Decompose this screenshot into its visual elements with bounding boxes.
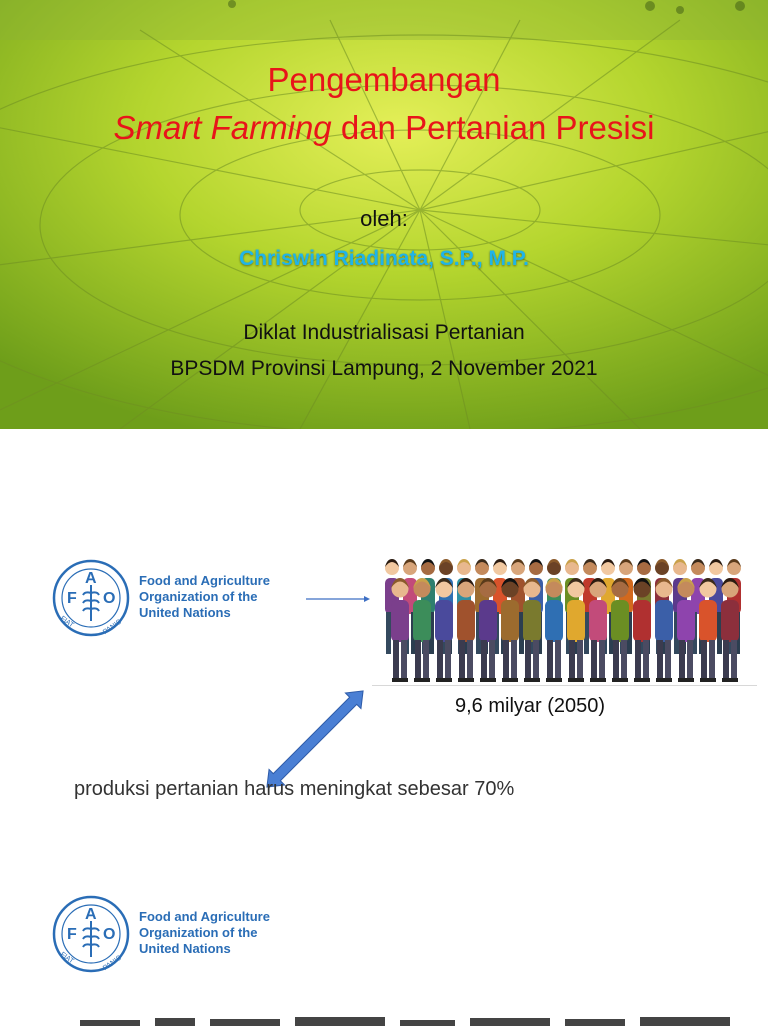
people-crowd-image: [372, 538, 757, 685]
title-rest-part: dan Pertanian Presisi: [331, 109, 655, 146]
fao-logo-block: [52, 559, 292, 639]
fao-letter-o: O: [103, 590, 116, 607]
slide-title-line1: Pengembangan: [267, 61, 501, 98]
fao-name-line3: United Nations: [139, 605, 231, 620]
fao-letter-a: A: [85, 906, 97, 923]
cut-off-text-row: [60, 1014, 740, 1026]
by-label: oleh:: [360, 206, 408, 231]
person-figure: [435, 578, 453, 682]
fao-motto-fiat: FIAT: [58, 951, 75, 966]
person-figure: [589, 578, 607, 682]
person-figure: [545, 578, 563, 682]
title-slide: [0, 0, 768, 429]
person-figure: [413, 578, 431, 682]
author-name: Chriswin Riadinata, S.P., M.P.: [239, 247, 529, 270]
fao-letter-o: O: [103, 926, 116, 943]
person-figure: [633, 578, 651, 682]
event-name: Diklat Industrialisasi Pertanian: [243, 321, 525, 344]
fao-name-line2: Organization of the: [139, 589, 258, 604]
fao-name-line3: United Nations: [139, 941, 231, 956]
person-figure: [677, 578, 695, 682]
title-italic-part: Smart Farming: [113, 109, 332, 146]
person-figure: [523, 578, 541, 682]
person-figure: [457, 578, 475, 682]
person-figure: [501, 578, 519, 682]
person-figure: [721, 578, 739, 682]
fao-emblem-icon: [52, 895, 130, 973]
person-figure: [567, 578, 585, 682]
crowd-illustration: [372, 538, 757, 686]
place-date: BPSDM Provinsi Lampung, 2 November 2021: [170, 357, 598, 380]
production-statement: produksi pertanian harus meningkat sebesar 70%: [74, 778, 515, 800]
fao-logo-block-2: [52, 895, 292, 975]
fao-motto-fiat: FIAT: [58, 615, 75, 630]
right-arrow-icon: [306, 595, 370, 603]
fao-name-line2: Organization of the: [139, 925, 258, 940]
fao-name: [139, 573, 270, 621]
fao-name-2: [139, 909, 270, 957]
fao-emblem-icon: [52, 559, 130, 637]
content-slide: [0, 429, 768, 1024]
fao-letter-f: F: [67, 590, 77, 607]
fao-letter-f: F: [67, 926, 77, 943]
fao-motto-panis: PANIS: [102, 954, 123, 973]
person-figure: [611, 578, 629, 682]
slide-title-line2: [0, 108, 768, 148]
fao-name-line1: Food and Agriculture: [139, 909, 270, 924]
person-figure: [699, 578, 717, 682]
fao-motto-panis: PANIS: [102, 618, 123, 637]
fao-name-line1: Food and Agriculture: [139, 573, 270, 588]
fao-letter-a: A: [85, 570, 97, 587]
population-label: 9,6 milyar (2050): [455, 695, 606, 717]
person-figure: [479, 578, 497, 682]
person-figure: [391, 578, 409, 682]
person-figure: [655, 578, 673, 682]
